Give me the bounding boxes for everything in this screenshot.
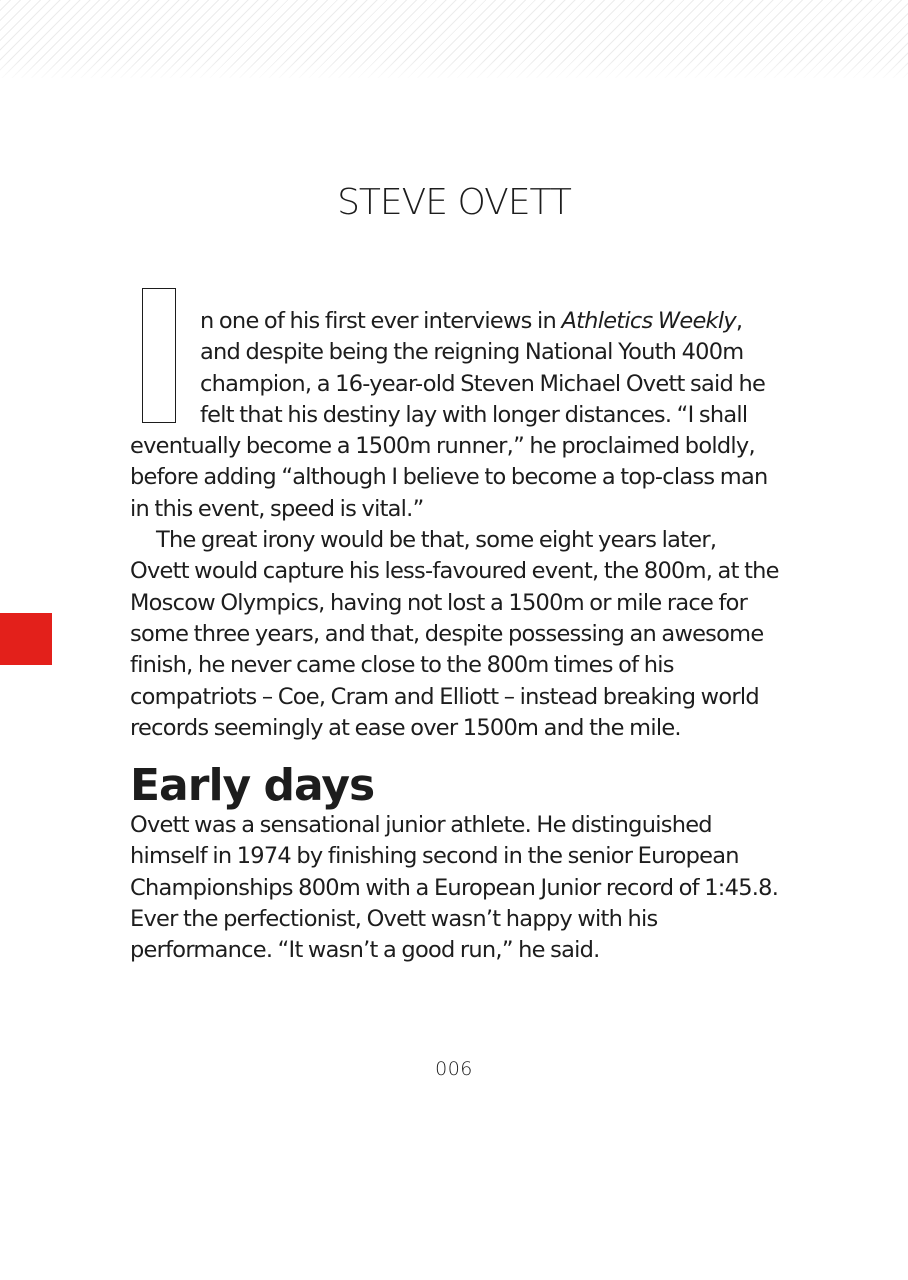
- drop-cap: [142, 288, 176, 423]
- publication-title: Athletics Weekly: [561, 308, 736, 334]
- section-tab-marker: [0, 613, 52, 665]
- header-hatch-fade: [0, 60, 908, 82]
- early-days-paragraph: Ovett was a sensational junior athlete. He distinguished himself in 1974 by finishing second in the senior European Championships 800m with a European Junior record of 1:45.8. Ever the perfectionist, Ovett wasn’t happy with his performance. “It wasn’t a good run,” he said.: [130, 812, 779, 964]
- article-body: [130, 306, 780, 967]
- page-number: 006: [435, 1058, 473, 1080]
- section-heading: Early days: [130, 760, 375, 812]
- intro-text-start: n one of his first ever interviews in: [200, 308, 562, 334]
- chapter-title: STEVE OVETT: [337, 182, 571, 223]
- intro-text-rest: , and despite being the reigning National Youth 400m champion, a 16-year-old Steven Michael Ovett said he felt that his destiny lay with longer distances. “I shall eventually become a 1500m runner,” he proclaimed boldly, before adding “although I believe to become a top-class man in this event, speed is vital.”: [130, 308, 768, 522]
- second-paragraph: The great irony would be that, some eight years later, Ovett would capture his less-favoured event, the 800m, at the Moscow Olympics, having not lost a 1500m or mile race for some three years, and that, despite possessing an awesome finish, he never came close to the 800m times of his compatriots – Coe, Cram and Elliott – instead breaking world records seemingly at ease over 1500m and the mile.: [130, 527, 779, 741]
- intro-paragraph: [130, 306, 780, 525]
